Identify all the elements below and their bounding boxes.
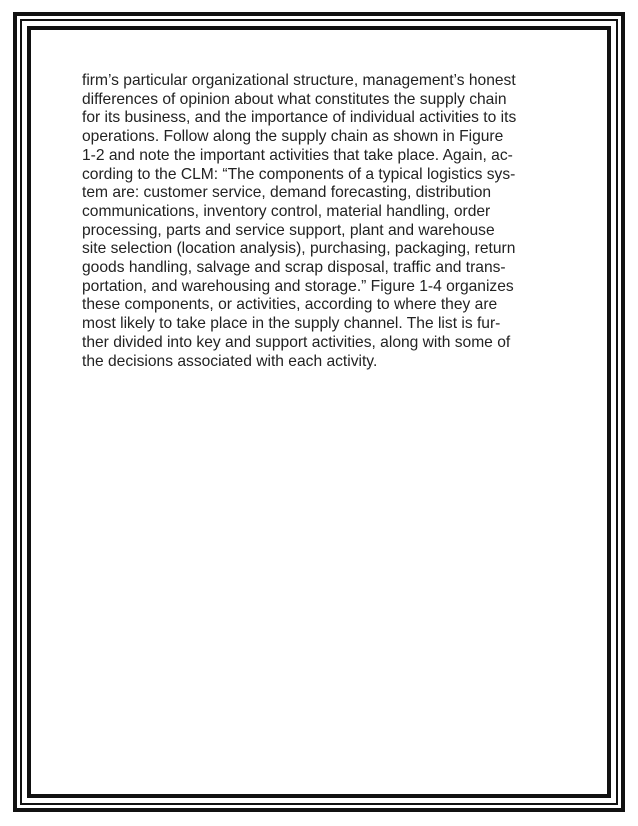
text-line: operations. Follow along the supply chain as shown in Figure	[82, 128, 504, 146]
text-line: for its business, and the importance of individual activities to its	[82, 109, 517, 127]
text-line: communications, inventory control, material handling, order	[82, 202, 491, 220]
text-line: site selection (location analysis), purchasing, packaging, return	[82, 240, 516, 258]
text-line: 1-2 and note the important activities that take place. Again, ac-	[82, 146, 513, 164]
text-line: cording to the CLM: “The components of a typical logistics sys-	[82, 165, 516, 183]
text-line: ther divided into key and support activities, along with some of	[82, 333, 511, 351]
text-line: portation, and warehousing and storage.” Figure 1-4 organizes	[82, 277, 514, 295]
text-line: the decisions associated with each activity.	[82, 352, 378, 370]
text-line: goods handling, salvage and scrap disposal, traffic and trans-	[82, 259, 506, 277]
text-line: processing, parts and service support, plant and warehouse	[82, 221, 495, 239]
text-line: firm’s particular organizational structure, management’s honest	[82, 72, 516, 89]
text-line: differences of opinion about what constitutes the supply chain	[82, 90, 507, 108]
text-line: these components, or activities, according to where they are	[82, 296, 498, 314]
text-line: most likely to take place in the supply channel. The list is fur-	[82, 315, 501, 333]
body-paragraph	[82, 72, 562, 371]
text-line: tem are: customer service, demand forecasting, distribution	[82, 184, 492, 202]
